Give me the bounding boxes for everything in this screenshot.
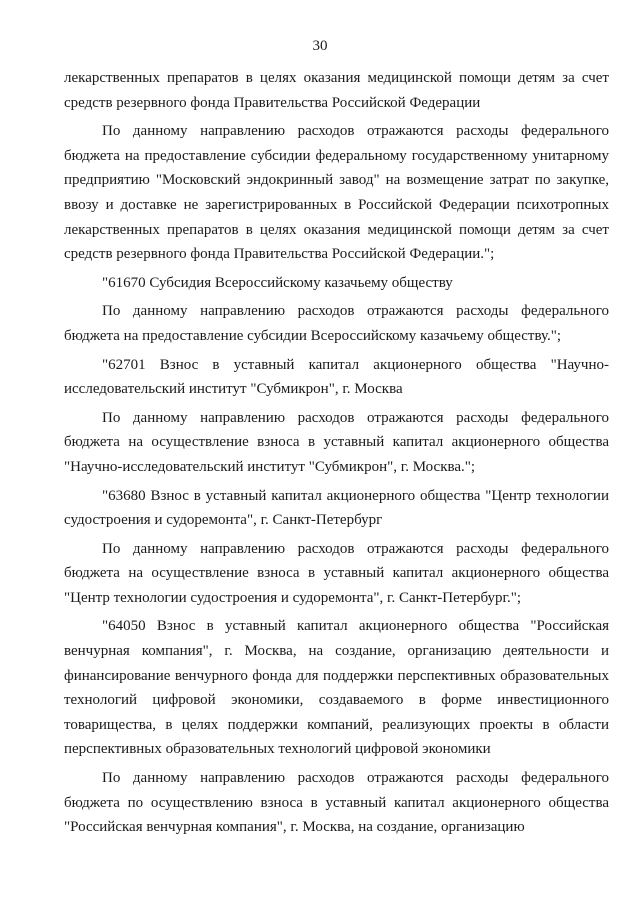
paragraph-description: По данному направлению расходов отражаются расходы федерального бюджета на осуществление взноса в уставный капитал акционерного общества "Научно-исследовательский институт "Субмикрон", г. Москва."; bbox=[64, 409, 609, 475]
paragraph-description: По данному направлению расходов отражаются расходы федерального бюджета на предоставление субсидии Всероссийскому казачьему обществу."; bbox=[64, 303, 609, 344]
paragraph-code-heading: "64050 Взнос в уставный капитал акционерного общества "Российская венчурная компания", г. Москва, на создание, организацию деятельности и финансирование венчурного фонда для поддержки перспективных образовательных технологий цифровой экономики, создаваемого в форме инвестиционного товарищества, в целях поддержки компаний, реализующих проекты в области перспективных образовательных технологий цифровой экономики bbox=[64, 618, 609, 758]
page-number: 30 bbox=[312, 38, 328, 54]
paragraph-description: По данному направлению расходов отражаются расходы федерального бюджета по осуществлению взноса в уставный капитал акционерного общества "Российская венчурная компания", г. Москва, на создание, организацию bbox=[64, 770, 609, 836]
paragraph-code-heading: "62701 Взнос в уставный капитал акционерного общества "Научно-исследовательский институт "Субмикрон", г. Москва bbox=[64, 356, 609, 398]
paragraph-code-heading: "61670 Субсидия Всероссийскому казачьему обществу bbox=[102, 274, 453, 291]
paragraph-description: По данному направлению расходов отражаются расходы федерального бюджета на предоставление субсидии федеральному государственному унитарному предприятию "Московский эндокринный завод" на возмещение затрат по закупке, ввозу и доставке не зарегистрированных в Российской Федерации психотропных лекарственных препаратов в целях оказания медицинской помощи детям за счет средств резервного фонда Правительства Российской Федерации."; bbox=[64, 123, 609, 263]
document-body bbox=[64, 66, 609, 844]
paragraph-code-heading: "63680 Взнос в уставный капитал акционерного общества "Центр технологии судостроения и судоремонта", г. Санкт-Петербург bbox=[64, 487, 609, 529]
paragraph-continuation: лекарственных препаратов в целях оказания медицинской помощи детям за счет средств резервного фонда Правительства Российской Федерации bbox=[64, 70, 609, 111]
paragraph-description: По данному направлению расходов отражаются расходы федерального бюджета на осуществление взноса в уставный капитал акционерного общества "Центр технологии судостроения и судоремонта", г. Санкт-Петербург."; bbox=[64, 540, 609, 606]
